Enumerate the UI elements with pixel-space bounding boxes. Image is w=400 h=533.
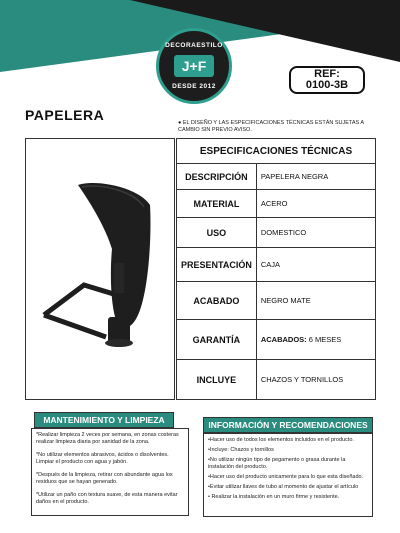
- brand-logo: [156, 28, 232, 104]
- info-item: •Hacer uso de todos los elementos incluidos en el producto.: [208, 437, 354, 443]
- spec-row: [177, 360, 376, 400]
- maintenance-title: MANTENIMIENTO Y LIMPIEZA: [34, 412, 174, 428]
- spec-label: INCLUYE: [177, 360, 257, 400]
- ref-code: 0100-3B: [305, 79, 349, 91]
- info-list: [203, 433, 373, 517]
- maintenance-item: *Realizar limpieza 2 veces por semana, en zonas costeras realizar limpieza diaria por sanidad de la zona.: [36, 432, 179, 445]
- toilet-paper-holder-image: [26, 139, 176, 401]
- spec-value: ACERO: [256, 190, 375, 218]
- spec-label: PRESENTACIÓN: [177, 248, 257, 282]
- maintenance-item: *Utilizar un paño con textura suave, de esta manera evitar daños en el producto.: [36, 492, 178, 505]
- spec-row: [177, 164, 376, 190]
- spec-row: [177, 218, 376, 248]
- spec-label: DESCRIPCIÓN: [177, 164, 257, 190]
- spec-value: PAPELERA NEGRA: [256, 164, 375, 190]
- maintenance-item: *No utilizar elementos abrasivos, ácidos o disolventes. Limpiar el producto con agua y jabón.: [36, 452, 169, 465]
- warranty-term: 6 MESES: [308, 335, 342, 344]
- spec-value: CAJA: [256, 248, 375, 282]
- spec-row: [177, 248, 376, 282]
- reference-badge: [289, 66, 365, 94]
- spec-row: [177, 190, 376, 218]
- info-item: •Hacer uso del producto unicamente para lo que esta diseñado.: [208, 474, 364, 480]
- logo-arc-bottom: DESDE 2012: [172, 83, 216, 90]
- product-photo: [25, 138, 175, 400]
- logo-mark: J+F: [174, 55, 214, 77]
- spec-label: MATERIAL: [177, 190, 257, 218]
- spec-value: DOMESTICO: [256, 218, 375, 248]
- spec-row: [177, 320, 376, 360]
- product-title: PAPELERA: [25, 107, 105, 123]
- warranty-scope: ACABADOS:: [260, 335, 307, 344]
- info-title: INFORMACIÓN Y RECOMENDACIONES: [203, 417, 373, 433]
- info-item: •Evitar utilizar llaves de tubo al momento de ajustar el artículo: [208, 484, 359, 490]
- specifications-table: [176, 138, 376, 400]
- spec-label: ACABADO: [177, 282, 257, 320]
- spec-value: NEGRO MATE: [256, 282, 375, 320]
- maintenance-item: *Después de la limpieza, retirar con abundante agua los residuos que se hayan generado.: [36, 472, 173, 485]
- change-notice: ● EL DISEÑO Y LAS ESPECIFICACIONES TÉCNICAS ESTÁN SUJETAS A CAMBIO SIN PREVIO AVISO.: [178, 120, 364, 133]
- spec-row: [177, 282, 376, 320]
- maintenance-list: [31, 428, 189, 516]
- spec-label: GARANTÍA: [177, 320, 257, 360]
- ref-label: REF:: [314, 68, 340, 80]
- spec-value: [256, 320, 375, 360]
- logo-arc-top: DECORAESTILO: [165, 42, 223, 49]
- specs-heading: ESPECIFICACIONES TÉCNICAS: [177, 139, 376, 164]
- spec-label: USO: [177, 218, 257, 248]
- info-item: •Incluye: Chazos y tornillos: [208, 447, 274, 453]
- spec-value: CHAZOS Y TORNILLOS: [256, 360, 375, 400]
- info-item: •No utilizar ningún tipo de pegamento o grasa durante la instalación del producto.: [208, 457, 346, 470]
- info-item: • Realizar la instalación en un muro firme y resistente.: [208, 494, 340, 500]
